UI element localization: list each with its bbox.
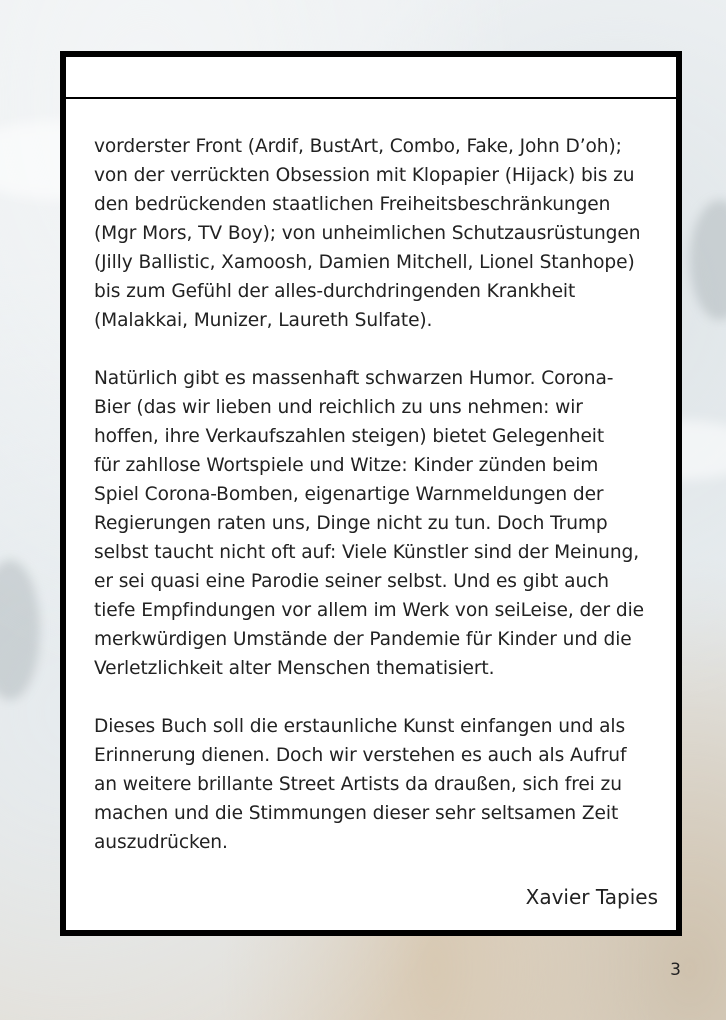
header-rule (66, 97, 676, 99)
background-texture (690, 200, 726, 320)
paragraph-2: Natürlich gibt es massenhaft schwarzen Humor. Corona- Bier (das wir lieben und reichlich zu uns nehmen: wir hoffen, ihre Verkaufszahlen steigen) bietet Gelegenheit für zahllose Wortspiele und Witze: Kinder zünden beim Spiel Corona-Bomben, eigenartige Warnmeldungen der Regierungen raten uns, Dinge nicht zu tun. Doch Trump selbst taucht nicht oft auf: Viele Künstler sind der Meinung, er sei quasi eine Parodie seiner selbst. Und es gibt auch tiefe Empfindungen vor allem im Werk von seiLeise, der die merkwürdigen Umstände der Pandemie für Kinder und die Verletzlichkeit alter Menschen thematisiert. (94, 368, 644, 679)
text-panel (60, 51, 682, 936)
page-number: 3 (670, 960, 681, 980)
background-texture (0, 560, 40, 700)
paragraph-1: vorderster Front (Ardif, BustArt, Combo, Fake, John D’oh); von der verrückten Obsession mit Klopapier (Hijack) bis zu den bedrückenden staatlichen Freiheitsbeschränkungen (Mgr Mors, TV Boy); von unheimlichen Schutzausrüstungen (Jilly Ballistic, Xamoosh, Damien Mitchell, Lionel Stanhope) bis zum Gefühl der alles-durchdringenden Krankheit (Malakkai, Munizer, Laureth Sulfate). (94, 136, 641, 331)
paragraph-3: Dieses Buch soll die erstaunliche Kunst einfangen und als Erinnerung dienen. Doch wir verstehen es auch als Aufruf an weitere brillante Street Artists da draußen, sich frei zu machen und die Stimmungen dieser sehr seltsamen Zeit auszudrücken. (94, 716, 627, 853)
author-signature: Xavier Tapies (525, 885, 658, 909)
body-text (94, 132, 669, 886)
